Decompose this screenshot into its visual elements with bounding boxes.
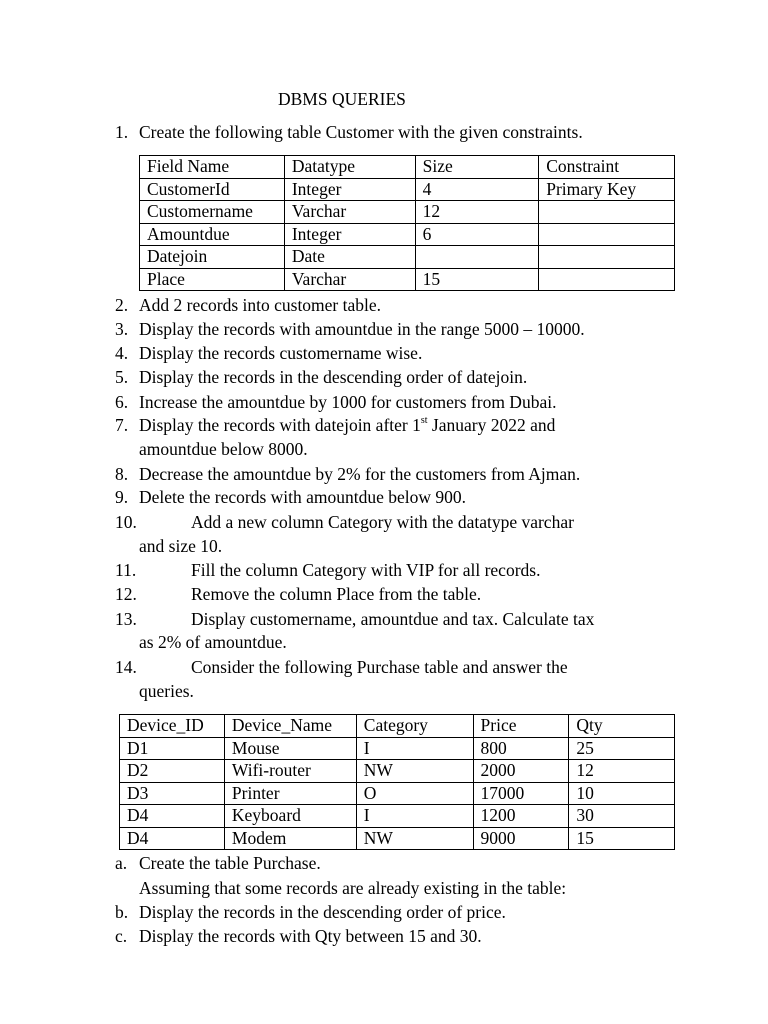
table-header-cell: Field Name (140, 156, 285, 179)
table-cell: Integer (284, 178, 415, 201)
table-header-cell: Qty (569, 715, 675, 738)
table-header-cell: Constraint (539, 156, 675, 179)
table-cell (539, 268, 675, 291)
question-number: 13. (115, 609, 137, 629)
table-cell: Date (284, 246, 415, 269)
question-number: 2. (115, 295, 129, 315)
table-cell: 12 (415, 201, 539, 224)
table-row (140, 268, 675, 291)
question-text: Consider the following Purchase table and answer the (191, 657, 568, 677)
table-row (120, 827, 675, 850)
question-number: 4. (115, 343, 129, 363)
question-number: 6. (115, 392, 129, 412)
table-cell (539, 246, 675, 269)
table-cell: D2 (120, 760, 225, 783)
question-text: Create the table Purchase. (139, 853, 321, 873)
question-number: 1. (115, 122, 129, 142)
table-cell: Varchar (284, 201, 415, 224)
table-cell: Customername (140, 201, 285, 224)
question-text: Display the records with Qty between 15 and 30. (139, 926, 482, 946)
question-text-continued: amountdue below 8000. (139, 439, 308, 459)
question-text-part: Display the records with datejoin after 1 (139, 415, 421, 435)
table-cell: Printer (224, 782, 356, 805)
table-cell: Integer (284, 223, 415, 246)
table-header-cell: Category (356, 715, 473, 738)
question-text: Display the records in the descending order of price. (139, 902, 506, 922)
table-cell: I (356, 805, 473, 828)
question-text-continued: Assuming that some records are already existing in the table: (139, 878, 567, 898)
table-cell: D3 (120, 782, 225, 805)
table-header-row (140, 156, 675, 179)
table-cell: 6 (415, 223, 539, 246)
table-cell (415, 246, 539, 269)
question-number: 3. (115, 319, 129, 339)
table-cell: Mouse (224, 737, 356, 760)
table-cell: 2000 (473, 760, 569, 783)
table-cell: NW (356, 760, 473, 783)
table-row (120, 760, 675, 783)
page-title: DBMS QUERIES (278, 89, 406, 109)
table-row (120, 737, 675, 760)
question-text: Fill the column Category with VIP for all records. (191, 560, 541, 580)
table-cell (539, 223, 675, 246)
table-row (120, 805, 675, 828)
question-text (139, 415, 555, 436)
table-cell: 4 (415, 178, 539, 201)
question-letter: a. (115, 853, 128, 873)
table-header-row (120, 715, 675, 738)
table-cell: 800 (473, 737, 569, 760)
table-header-cell: Device_ID (120, 715, 225, 738)
table-cell: Amountdue (140, 223, 285, 246)
question-text: Display the records with amountdue in the range 5000 – 10000. (139, 319, 585, 339)
question-number: 7. (115, 415, 129, 435)
ordinal-suffix: st (420, 415, 428, 426)
table-cell: Wifi-router (224, 760, 356, 783)
table-cell: 25 (569, 737, 675, 760)
table-cell: 12 (569, 760, 675, 783)
question-number: 12. (115, 584, 137, 604)
table-header-cell: Device_Name (224, 715, 356, 738)
question-text: Decrease the amountdue by 2% for the customers from Ajman. (139, 464, 581, 484)
question-letter: c. (115, 926, 128, 946)
table-cell: D1 (120, 737, 225, 760)
question-number: 9. (115, 487, 129, 507)
table-row (140, 201, 675, 224)
table-cell: 10 (569, 782, 675, 805)
question-text: Increase the amountdue by 1000 for customers from Dubai. (139, 392, 557, 412)
table-header-cell: Datatype (284, 156, 415, 179)
question-text: Display customername, amountdue and tax. Calculate tax (191, 609, 595, 629)
customer-table (139, 155, 675, 291)
table-cell: 17000 (473, 782, 569, 805)
table-cell: Place (140, 268, 285, 291)
table-row (140, 178, 675, 201)
question-text: Add a new column Category with the datatype varchar (191, 512, 574, 532)
question-text-part: January 2022 and (427, 415, 556, 435)
table-cell: 9000 (473, 827, 569, 850)
table-cell: CustomerId (140, 178, 285, 201)
table-cell: NW (356, 827, 473, 850)
table-row (120, 782, 675, 805)
table-cell: O (356, 782, 473, 805)
question-text: Add 2 records into customer table. (139, 295, 382, 315)
question-text: Remove the column Place from the table. (191, 584, 482, 604)
table-cell: D4 (120, 827, 225, 850)
table-row (140, 246, 675, 269)
table-cell: Modem (224, 827, 356, 850)
table-cell (539, 201, 675, 224)
table-header-cell: Price (473, 715, 569, 738)
question-number: 14. (115, 657, 137, 677)
question-number: 10. (115, 512, 137, 532)
table-cell: 1200 (473, 805, 569, 828)
table-cell: 15 (415, 268, 539, 291)
table-row (140, 223, 675, 246)
question-number: 11. (115, 560, 137, 580)
question-text-continued: queries. (139, 681, 194, 701)
question-text: Delete the records with amountdue below 900. (139, 487, 467, 507)
question-text: Create the following table Customer with the given constraints. (139, 122, 583, 142)
table-header-cell: Size (415, 156, 539, 179)
table-cell: Datejoin (140, 246, 285, 269)
question-text-continued: as 2% of amountdue. (139, 632, 287, 652)
table-cell: 30 (569, 805, 675, 828)
question-text-continued: and size 10. (139, 536, 223, 556)
table-cell: Keyboard (224, 805, 356, 828)
question-number: 8. (115, 464, 129, 484)
question-number: 5. (115, 367, 129, 387)
question-text: Display the records in the descending order of datejoin. (139, 367, 528, 387)
purchase-table (119, 714, 675, 850)
table-cell: D4 (120, 805, 225, 828)
table-cell: Primary Key (539, 178, 675, 201)
table-cell: 15 (569, 827, 675, 850)
question-letter: b. (115, 902, 129, 922)
table-cell: Varchar (284, 268, 415, 291)
question-text: Display the records customername wise. (139, 343, 423, 363)
table-cell: I (356, 737, 473, 760)
